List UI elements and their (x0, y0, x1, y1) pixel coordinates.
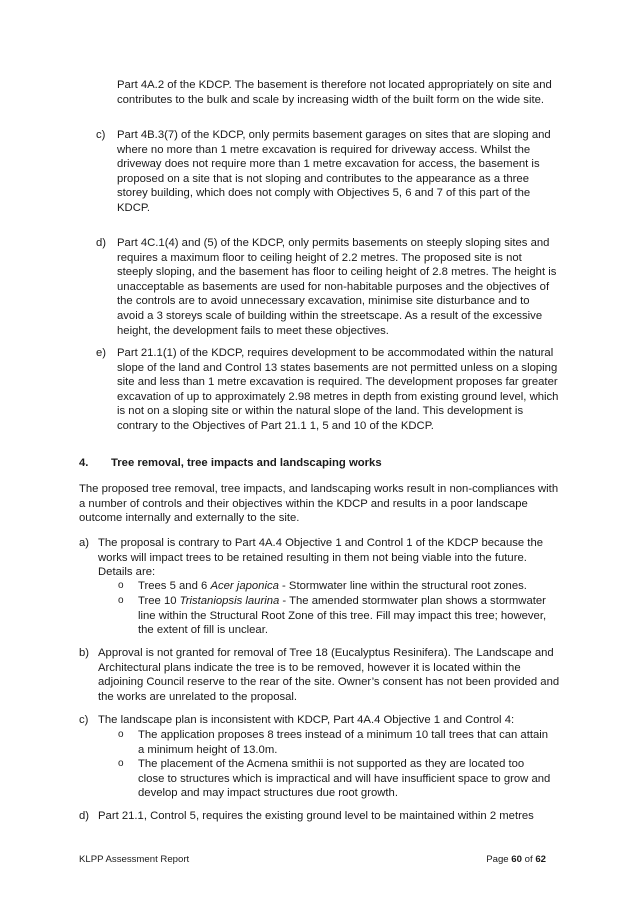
item-d-label: d) (96, 237, 107, 249)
item-b-label: b) (79, 647, 90, 659)
item-d2-text: Part 21.1, Control 5, requires the existing ground level to be maintained within 2 metres (98, 810, 534, 822)
bullet-marker: o (118, 758, 124, 769)
tree-10-detail: Tree 10 Tristaniopsis laurina - The amended stormwater plan shows a stormwater line within the Structural Root Zone of this tree. Fill may impact this tree; however, the extent of fill is unclear. (138, 595, 547, 637)
acmena-placement-detail: The placement of the Acmena smithii is not supported as they are located too close to structures which is impractical and will have insufficient space to grow and develop and may impact structures due root growth. (138, 758, 551, 800)
species-tristaniopsis-laurina: Tristaniopsis laurina (179, 595, 280, 607)
footer-report-title: KLPP Assessment Report (79, 854, 190, 865)
section-heading: Tree removal, tree impacts and landscaping works (111, 457, 382, 469)
tree-5-6-detail: Trees 5 and 6 Acer japonica - Stormwater line within the structural root zones. (138, 580, 527, 592)
item-d2-label: d) (79, 810, 90, 822)
section-number: 4. (79, 457, 89, 469)
item-e-text: Part 21.1(1) of the KDCP, requires development to be accommodated within the natural slope of the land and Control 13 states basements are not permitted unless on a sloping site and less than 1 metre excavation is required. The development proposes far greater excavation of up to approximately 2.98 metres in depth from existing ground level, which is not on a sloping site or within the natural slope of the land. This development is contrary to the Objectives of Part 21.1 1, 5 and 10 of the KDCP. (117, 347, 559, 432)
species-acer-japonica: Acer japonica (210, 580, 279, 592)
top-paragraph: Part 4A.2 of the KDCP. The basement is therefore not located appropriately on site and contributes to the bulk and scale by increasing width of the built form on the wide site. (117, 79, 552, 106)
tree-count-detail: The application proposes 8 trees instead of a minimum 10 tall trees that can attain a minimum height of 13.0m. (138, 729, 549, 756)
bullet-marker: o (118, 595, 124, 606)
footer-page-number: Page 60 of 62 (486, 854, 546, 865)
item-c-label: c) (96, 129, 106, 141)
item-d-text: Part 4C.1(4) and (5) of the KDCP, only permits basements on steeply sloping sites and requires a maximum floor to ceiling height of 2.2 metres. The proposed site is not steeply sloping, and the basement has floor to ceiling height of 2.8 metres. The height is unacceptable as basements are used for non-habitable purposes and the objectives of the controls are to avoid unnecessary excavation, minimise site disturbance and to avoid a 3 storeys scale of building within the streetscape. As a result of the excessive height, the development fails to meet these objectives. (117, 237, 557, 337)
section-intro: The proposed tree removal, tree impacts, and landscaping works result in non-compliances with a number of controls and their objectives within the KDCP and results in a poor landscape outcome internally and externally to the site. (79, 483, 559, 525)
item-c-text: Part 4B.3(7) of the KDCP, only permits basement garages on sites that are sloping and where no more than 1 metre excavation is required for driveway access. Whilst the driveway does not require more than 1 metre excavation for access, the basement is proposed on a site that is not sloping and contributes to the appearance as a three storey building, which does not comply with Objectives 5, 6 and 7 of this part of the KDCP. (117, 129, 551, 214)
item-c2-label: c) (79, 714, 89, 726)
bullet-marker: o (118, 729, 124, 740)
item-a-text: The proposal is contrary to Part 4A.4 Objective 1 and Control 1 of the KDCP because the works will impact trees to be retained resulting in them not being viable into the future. Details are: (98, 537, 544, 579)
item-e-label: e) (96, 347, 107, 359)
item-a-label: a) (79, 537, 90, 549)
bullet-marker: o (118, 580, 124, 591)
item-c2-text: The landscape plan is inconsistent with KDCP, Part 4A.4 Objective 1 and Control 4: (98, 714, 515, 726)
item-b-text: Approval is not granted for removal of Tree 18 (Eucalyptus Resinifera). The Landscape and Architectural plans indicate the tree is to be removed, however it is located within the adjoining Council reserve to the rear of the site. Owner’s consent has not been provided and the works are unrelated to the proposal. (98, 647, 560, 703)
